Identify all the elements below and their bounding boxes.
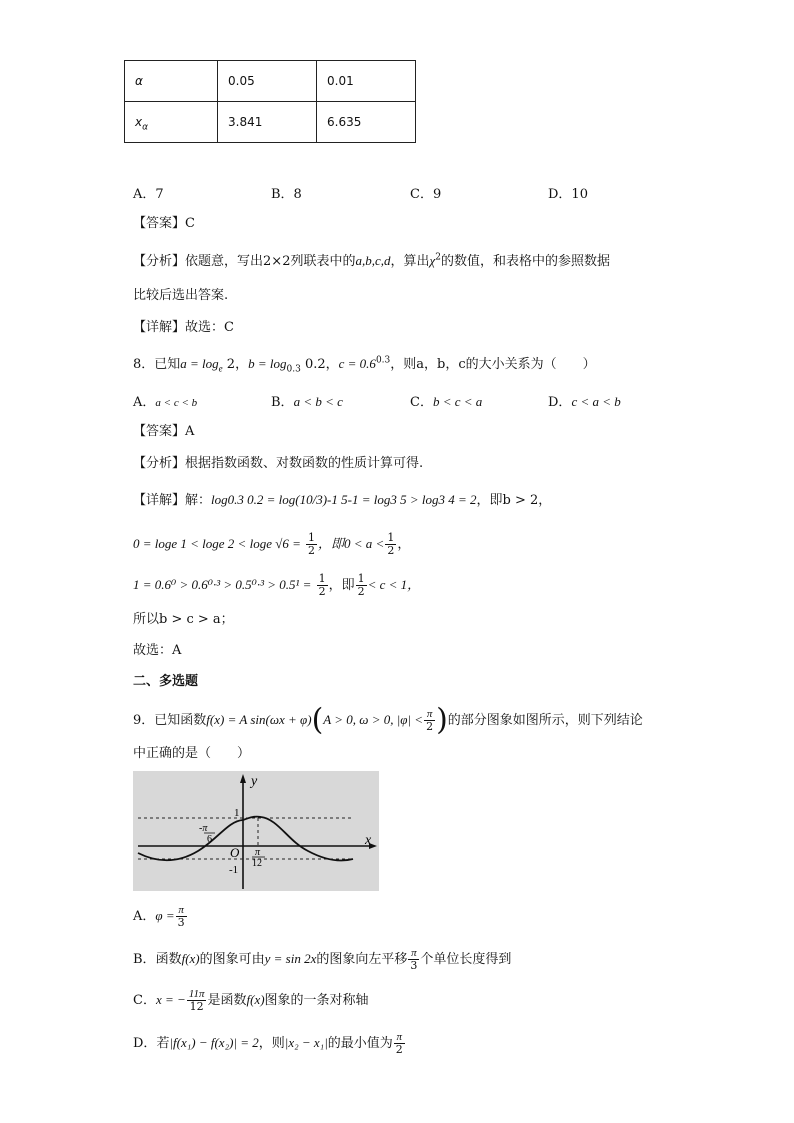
fraction-pi-3 (176, 904, 187, 929)
q7-option-b: B．8 (271, 187, 302, 202)
frac-num: π (176, 904, 187, 917)
frac-den: 2 (426, 720, 434, 733)
q8-stem-suffix: ，则a，b，c的大小关系为（ ） (390, 357, 596, 372)
analysis-chi: χ (429, 253, 436, 268)
q7-answer (133, 214, 195, 234)
option-text: 的最小值为 (327, 1036, 393, 1051)
fraction-pi-2 (424, 708, 435, 733)
label-pi12: π (255, 847, 261, 858)
table-cell: 0.05 (218, 61, 317, 102)
q8-analysis (133, 454, 423, 474)
fraction-half (385, 532, 396, 557)
critical-value-table (124, 60, 416, 143)
label-neg-pi6: -π (199, 823, 208, 834)
frac-den: 3 (177, 916, 185, 929)
frac-den: 2 (387, 544, 395, 557)
detail-text: ，即b > 2， (476, 493, 552, 508)
answer-value: C (185, 216, 195, 231)
q9-stem-line2: 中正确的是（ ） (133, 746, 251, 761)
q7-option-a: A．7 (133, 187, 164, 202)
frac-num: 1 (387, 531, 395, 544)
table-cell-sub: α (142, 122, 149, 133)
paren-open: ( (311, 702, 324, 738)
option-expr: y = sin 2x (264, 951, 317, 966)
frac-num: 1 (308, 531, 316, 544)
table-cell: 0.01 (317, 61, 416, 102)
table-cell: 6.635 (317, 102, 416, 143)
frac-den: 2 (357, 585, 365, 598)
q7-analysis-line2: 比较后选出答案. (133, 288, 229, 303)
q8-expr-c-exp: 0.3 (375, 355, 391, 366)
sine-graph-figure (133, 771, 379, 891)
option-expr: |x₂ − x₁| (284, 1035, 328, 1050)
frac-den: 2 (318, 585, 326, 598)
fraction-half (356, 573, 367, 598)
detail-text: ，即 (328, 578, 355, 593)
q8-expr-a-arg: 2 (222, 357, 236, 372)
fraction-pi-2 (394, 1031, 405, 1056)
table-cell: α (125, 61, 218, 102)
frac-den: 3 (410, 959, 418, 972)
fraction-half (317, 573, 328, 598)
option-text: 的图象可由 (199, 952, 265, 967)
q8-expr-a-base: e (218, 363, 223, 374)
answer-label: 【答案】 (133, 216, 186, 231)
label-neg-one: -1 (229, 864, 239, 876)
fraction-half (306, 532, 317, 557)
frac-num: 1 (357, 572, 365, 585)
option-label: D． (133, 1036, 157, 1051)
detail-text: ，即0 < a < (318, 536, 385, 551)
option-expr: x = − (155, 992, 186, 1007)
table-row (125, 61, 416, 102)
q8-detail-line4: 所以b > c > a； (133, 612, 234, 627)
option-label: B． (133, 952, 156, 967)
frac-num: π (408, 947, 419, 960)
frac-num: 11π (188, 988, 205, 1000)
table-row (125, 102, 416, 143)
analysis-vars: a,b,c,d (355, 253, 391, 268)
analysis-text: 根据指数函数、对数函数的性质计算可得. (185, 456, 424, 471)
analysis-expr: 2×2 (263, 254, 291, 269)
analysis-label: 【分析】 (133, 254, 186, 269)
detail-text: 故选：C (185, 320, 234, 335)
option-label: D． (548, 395, 572, 410)
q8-stem-prefix: 8．已知 (133, 357, 181, 372)
detail-expr: < c < 1， (367, 577, 421, 592)
paren-close: ) (436, 702, 448, 738)
option-label: A． (133, 909, 156, 924)
fraction-11pi-12 (187, 988, 207, 1013)
q8-answer (133, 422, 194, 442)
q8-expr-c: c = 0.6 (338, 356, 376, 371)
detail-expr: 1 = 0.6⁰ > 0.6⁰·³ > 0.5⁰·³ > 0.5¹ = (133, 577, 312, 592)
frac-num: π (424, 708, 435, 721)
table-cell: 3.841 (218, 102, 317, 143)
frac-num: 1 (318, 572, 326, 585)
option-label: A． (133, 395, 156, 410)
option-expr: f(x) (181, 951, 200, 966)
q8-option-d (548, 391, 621, 410)
detail-expr: log0.3 0.2 = log(10/3)-1 5-1 = log3 5 > log3 4 = 2 (211, 492, 477, 507)
analysis-text: 依题意，写出 (185, 254, 264, 269)
q9-stem (133, 702, 643, 738)
detail-expr: 0 = loge 1 < loge 2 < loge √6 = (133, 536, 301, 551)
q9-option-b (133, 947, 511, 972)
option-label: C． (133, 993, 156, 1008)
q8-option-b (271, 391, 343, 410)
option-text: 个单位长度得到 (420, 952, 512, 967)
option-expr: a < b < c (293, 394, 343, 409)
q8-stem: 8．已知$a = \log_e 2$，$b = \log_{0.3} 0.2$，$c = 0.6^{0.3}$，则a，b，c的大小关系为（ ） (133, 355, 596, 375)
y-axis-label: y (251, 774, 258, 789)
table-cell-var: x (135, 115, 143, 129)
q8-expr-b-base: 0.3 (286, 364, 301, 375)
option-text: 函数 (155, 952, 182, 967)
table-cell (125, 102, 218, 143)
q7-analysis (133, 251, 610, 272)
q8-expr-b: b = log (248, 356, 287, 371)
analysis-text: 列联表中的 (290, 254, 356, 269)
option-label: B． (271, 395, 294, 410)
label-six: 6 (207, 834, 212, 845)
option-expr: a < c < b (155, 397, 198, 409)
q8-detail-line2: 0 = loge 1 < loge 2 < loge √6 = $\frac{1}{2}$ ，即0 < a < $\frac{1}{2}$ ， (133, 531, 411, 557)
q8-option-c (410, 391, 482, 410)
label-twelve: 12 (252, 858, 262, 869)
q7-detail (133, 318, 234, 338)
option-label: C． (410, 395, 433, 410)
option-text: 若 (156, 1036, 170, 1051)
option-expr: c < a < b (571, 394, 621, 409)
analysis-label: 【分析】 (133, 456, 186, 471)
q8-option-a (133, 391, 197, 410)
detail-label: 【详解】 (133, 493, 186, 508)
q9-option-a (133, 904, 188, 929)
detail-label: 【详解】 (133, 320, 186, 335)
option-expr: φ = (155, 908, 175, 923)
q7-option-c: C．9 (410, 187, 442, 202)
q9-cond: A > 0, ω > 0, |φ| < (323, 712, 424, 727)
origin-label: O (230, 845, 240, 860)
q9-option-c (133, 988, 369, 1013)
q9-stem-suffix: 的部分图象如图所示，则下列结论 (447, 713, 643, 728)
detail-text: 解： (185, 493, 212, 508)
chi-exponent: 2 (435, 252, 441, 263)
graph-background (133, 771, 379, 891)
x-axis-label: x (365, 833, 372, 848)
analysis-text: 的数值，和表格中的参照数据 (441, 254, 611, 269)
option-expr: f(x) (246, 992, 265, 1007)
q8-expr-a: a = log (180, 356, 219, 371)
frac-den: 2 (308, 544, 316, 557)
q8-detail-line1 (133, 490, 551, 511)
option-expr: |f(x₁) − f(x₂)| = 2 (169, 1035, 259, 1050)
frac-num: π (394, 1031, 405, 1044)
section-heading: 二、多选题 (133, 674, 199, 689)
q9-option-d (133, 1031, 406, 1056)
q8-detail-line3 (133, 573, 420, 598)
option-text: 是函数 (207, 993, 247, 1008)
option-text: 图象的一条对称轴 (264, 993, 369, 1008)
option-expr: b < c < a (432, 394, 483, 409)
q9-func: f(x) = A sin(ωx + φ) (206, 712, 312, 727)
analysis-text: ，算出 (390, 254, 430, 269)
q8-expr-b-arg: 0.2 (300, 357, 326, 372)
option-text: ，则 (258, 1036, 285, 1051)
answer-value: A (185, 424, 195, 439)
label-one: 1 (234, 807, 240, 819)
q7-option-d: D．10 (548, 187, 588, 202)
answer-label: 【答案】 (133, 424, 186, 439)
option-text: 的图象向左平移 (316, 952, 408, 967)
fraction-pi-3 (408, 947, 419, 972)
q9-stem-prefix: 9．已知函数 (133, 713, 207, 728)
frac-den: 2 (395, 1043, 403, 1056)
frac-den: 12 (189, 1000, 204, 1013)
q8-detail-line5: 故选：A (133, 643, 182, 658)
